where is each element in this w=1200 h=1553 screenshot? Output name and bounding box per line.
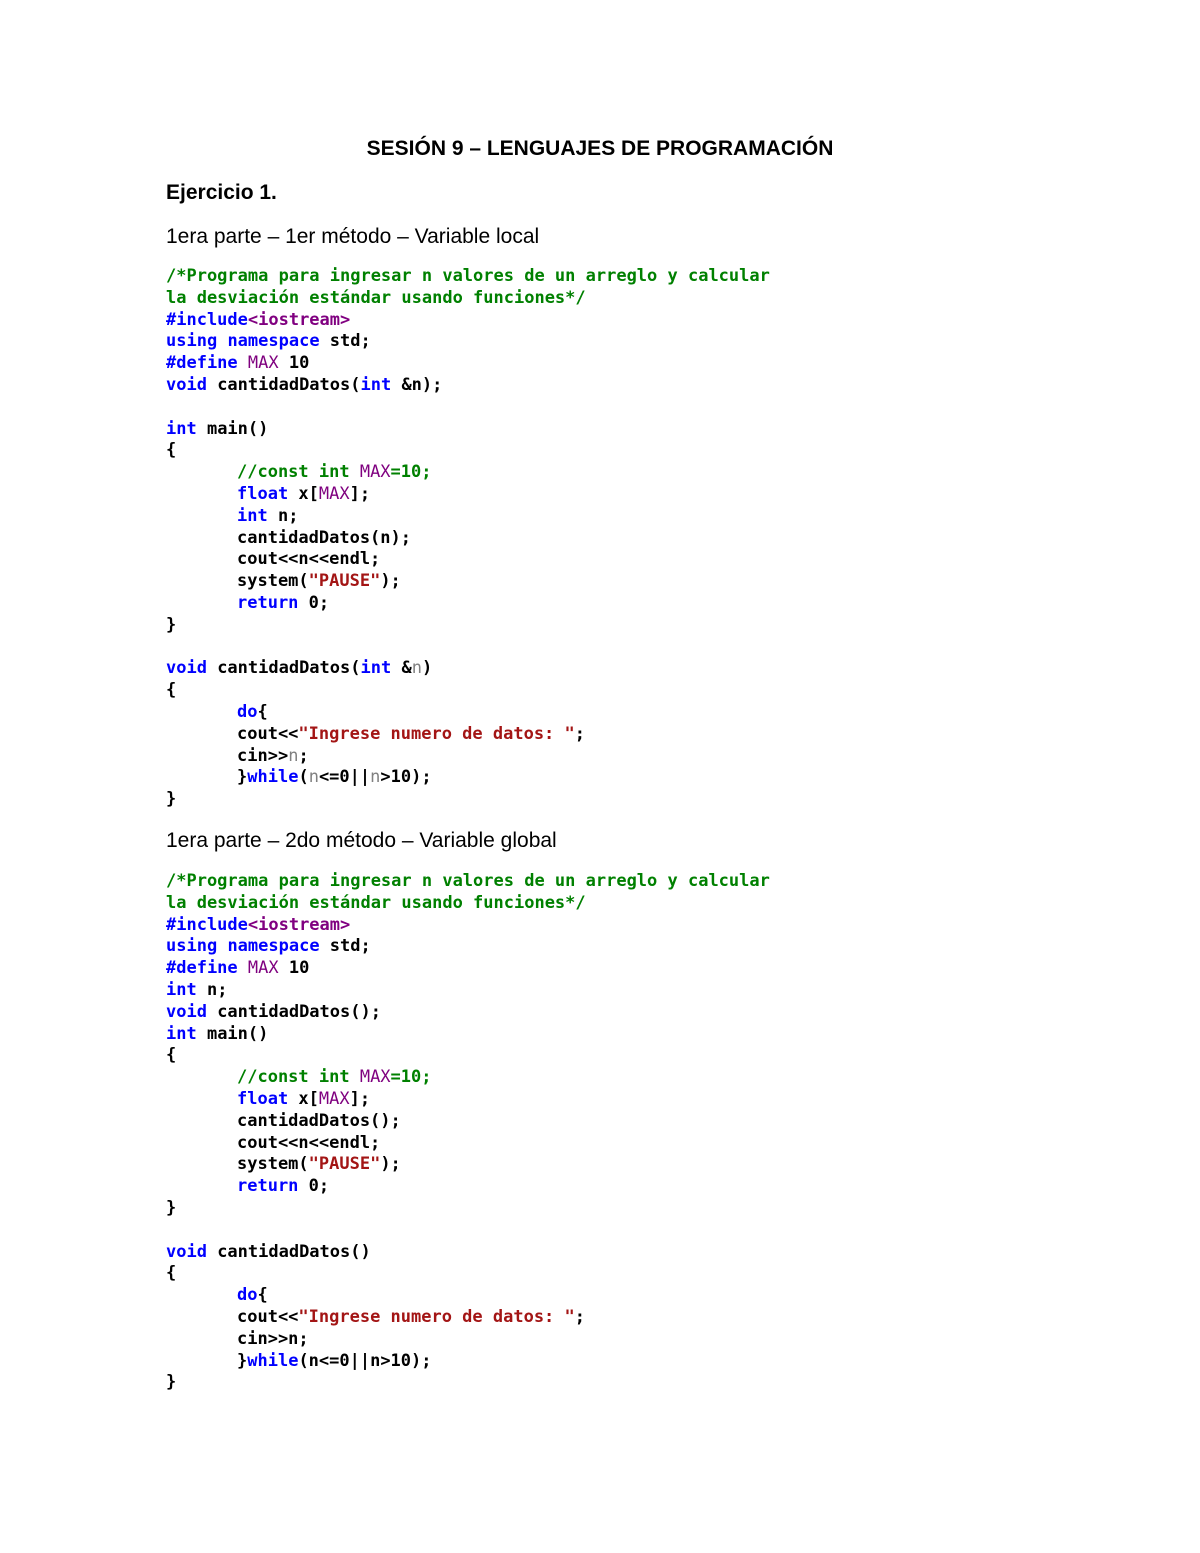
code-token: ; [298,745,309,766]
code-token: #define [166,353,238,374]
code-token: (n<=0||n>10); [298,1350,432,1371]
code-line [166,680,770,702]
code-line [166,331,770,353]
code-token: { [166,440,177,461]
code-line [166,1002,770,1024]
code-line [166,462,770,484]
code-token: n [288,745,299,766]
code-token: MAX [318,1088,350,1109]
code-line [166,397,770,419]
code-token: "PAUSE" [308,571,381,592]
code-token: &n); [391,374,443,395]
code-token: x[ [288,483,319,504]
code-line [166,702,770,724]
code-line [166,484,770,506]
code-token: 0; [298,1176,330,1197]
code-token: MAX [247,958,279,979]
code-token: <iostream> [247,914,351,935]
code-token: int [166,1023,197,1044]
code-block-1 [166,266,770,811]
code-line [166,593,770,615]
code-token: int [237,505,268,526]
code-token [217,331,227,351]
code-token: { [257,1285,268,1306]
code-token: cin>>n; [237,1328,309,1349]
code-token: <=0|| [318,767,371,788]
code-line [166,1242,770,1264]
code-line [166,1351,770,1373]
code-token: namespace [227,936,320,957]
code-token: ]; [349,1088,371,1109]
code-token: "Ingrese numero de datos: " [298,1306,575,1327]
code-token: la desviación estándar usando funciones*/ [166,892,586,913]
code-token: int [360,374,392,395]
code-token: //const int [237,1067,360,1088]
code-token: cout<<n<<endl; [237,549,381,570]
code-token: system( [237,571,309,592]
code-token: } [166,1372,177,1393]
code-line [166,637,770,659]
code-line [166,1220,770,1242]
code-token: n [370,767,381,788]
code-token: ) [421,658,433,679]
code-token: <iostream> [247,309,351,330]
code-line [166,375,770,397]
code-line [166,1045,770,1067]
code-token: ( [298,767,309,788]
code-line [166,266,770,288]
code-line [166,1154,770,1176]
code-token: while [247,767,299,788]
code-line [166,1372,770,1394]
code-token: } [237,1350,248,1371]
code-token: } [166,1197,177,1218]
code-token: "PAUSE" [308,1154,381,1175]
code-line [166,549,770,571]
code-token: cantidadDatos() [206,1241,371,1262]
code-line [166,1307,770,1329]
code-token: x[ [288,1088,319,1109]
code-line [166,528,770,550]
code-token: ; [574,1306,586,1327]
code-token: #include [166,309,248,330]
code-token: 10 [278,958,310,979]
code-token: namespace [227,331,320,352]
code-token: std; [319,936,371,957]
code-token: cantidadDatos(); [237,1110,401,1131]
code-token: float [237,483,289,504]
code-line [166,288,770,310]
code-token: } [166,614,177,635]
code-token: cantidadDatos(); [206,1001,381,1022]
code-token [217,936,227,956]
code-line [166,871,770,893]
code-token: { [257,701,268,722]
code-line [166,1133,770,1155]
code-line [166,658,770,680]
code-token: //const int [237,462,360,483]
code-token: la desviación estándar usando funciones*/ [166,287,586,308]
code-token: float [237,1088,289,1109]
code-token: cantidadDatos( [206,658,361,679]
code-token: int [360,658,392,679]
code-token: cin>> [237,745,289,766]
code-line [166,440,770,462]
code-token: ); [380,571,401,592]
code-line [166,915,770,937]
code-line [166,936,770,958]
code-token: MAX [359,1067,391,1088]
code-token: cantidadDatos(n); [237,527,411,548]
code-line [166,724,770,746]
code-token: =10; [390,462,432,483]
code-token: 10 [278,353,310,374]
code-token: #include [166,914,248,935]
code-line [166,958,770,980]
code-token: { [166,680,177,701]
code-token: n [411,658,422,679]
code-token: return [237,592,299,613]
code-token: cout<< [237,723,299,744]
section-heading-2: 1era parte – 2do método – Variable global [166,829,557,852]
exercise-heading: Ejercicio 1. [166,181,277,204]
code-token: void [166,1241,207,1262]
code-token: MAX [359,462,391,483]
code-token: cout<< [237,1306,299,1327]
code-line [166,1198,770,1220]
code-token: >10); [380,767,432,788]
code-token: =10; [390,1067,432,1088]
code-token: & [391,658,412,679]
code-line [166,571,770,593]
code-block-2 [166,871,770,1394]
code-line [166,1024,770,1046]
code-line [166,1111,770,1133]
code-token: cout<<n<<endl; [237,1132,381,1153]
code-token: return [237,1176,299,1197]
code-token: MAX [247,353,279,374]
code-line [166,746,770,768]
code-token: system( [237,1154,309,1175]
page-title: SESIÓN 9 – LENGUAJES DE PROGRAMACIÓN [366,137,834,160]
code-token: /*Programa para ingresar n valores de un arreglo y calcular [166,266,770,286]
code-token: void [166,658,207,679]
code-line [166,615,770,637]
code-line [166,353,770,375]
code-token: MAX [318,483,350,504]
code-token: ; [574,723,586,744]
code-token: } [166,789,177,810]
code-token: n [308,767,319,788]
code-line [166,1329,770,1351]
code-token: std; [319,331,371,352]
code-token: n; [196,979,228,1000]
code-token: void [166,1001,207,1022]
code-token: ); [380,1154,401,1175]
code-token: int [166,418,197,439]
code-token: do [237,1285,258,1306]
code-token: cantidadDatos( [206,374,361,395]
code-token: main() [196,418,269,439]
code-line [166,1263,770,1285]
code-token: n; [267,505,299,526]
code-token: while [247,1350,299,1371]
code-line [166,1089,770,1111]
code-line [166,1176,770,1198]
code-token: 0; [298,592,330,613]
code-line [166,1285,770,1307]
code-token [238,353,248,373]
code-line [166,789,770,811]
code-line [166,506,770,528]
code-line [166,767,770,789]
code-line [166,893,770,915]
section-heading-1: 1era parte – 1er método – Variable local [166,225,540,248]
code-token: using [166,331,218,352]
code-token: int [166,979,197,1000]
code-token: ]; [349,483,371,504]
code-line [166,980,770,1002]
code-token: #define [166,958,238,979]
code-line [166,419,770,441]
code-token: /*Programa para ingresar n valores de un arreglo y calcular [166,871,770,891]
code-line [166,310,770,332]
code-line [166,1067,770,1089]
code-token: } [237,767,248,788]
code-token: main() [196,1023,269,1044]
code-token: { [166,1263,177,1284]
code-token [238,958,248,978]
code-token: using [166,936,218,957]
code-token: do [237,701,258,722]
code-token: { [166,1045,177,1066]
code-token: "Ingrese numero de datos: " [298,723,575,744]
code-token: void [166,374,207,395]
